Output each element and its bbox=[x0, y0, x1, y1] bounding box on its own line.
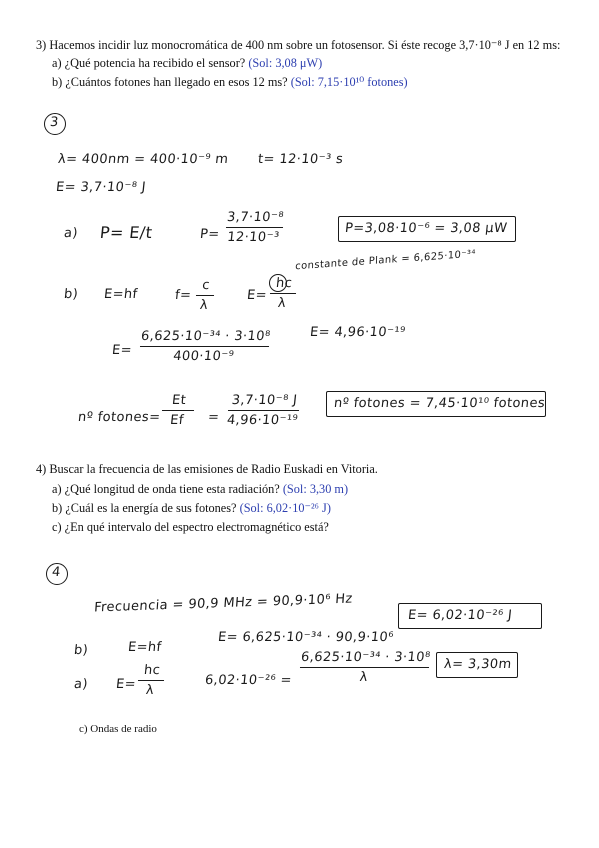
q3-a-numerator: 3,7·10⁻⁸ bbox=[226, 210, 285, 225]
h-circle bbox=[269, 274, 287, 292]
q4-b-text: b) ¿Cuál es la energía de sus fotones? bbox=[52, 501, 237, 515]
q4-title: 4) Buscar la frecuencia de las emisiones de Radio Euskadi en Vitoria. bbox=[36, 462, 378, 476]
q4-a-numerator: hc bbox=[143, 663, 161, 678]
q3-b-e2-numerator: hc bbox=[275, 276, 293, 291]
q3-e-numerator: 6,625·10⁻³⁴ · 3·10⁸ bbox=[140, 329, 272, 344]
fraction-bar bbox=[196, 295, 214, 296]
q4-b-formula: E=hf bbox=[127, 640, 163, 655]
q3-n-denominator-2: 4,96·10⁻¹⁹ bbox=[226, 413, 299, 428]
q3-e-denominator: 400·10⁻⁹ bbox=[172, 349, 235, 364]
q3-n-result: nº fotones = 7,45·10¹⁰ fotones bbox=[333, 396, 546, 411]
fraction-bar bbox=[270, 293, 296, 294]
q3-n-numerator: Et bbox=[171, 393, 187, 408]
q4-work-label: 4 bbox=[51, 565, 62, 580]
q3-work-label: 3 bbox=[49, 115, 60, 130]
q3-n-denominator: Ef bbox=[169, 413, 185, 428]
q3-b-e2-denominator: λ bbox=[277, 296, 287, 311]
q4-item-a bbox=[52, 482, 348, 497]
q3-lambda: λ= 400nm = 400·10⁻⁹ m bbox=[57, 152, 230, 167]
q4-a-lhs: 6,02·10⁻²⁶ = bbox=[204, 673, 293, 688]
q4-b-result: E= 6,02·10⁻²⁶ J bbox=[407, 608, 513, 623]
q3-planck-note: constante de Plank = 6,625·10⁻³⁴ bbox=[295, 248, 476, 273]
q3-b-solution: (Sol: 7,15·10¹⁰ fotones) bbox=[290, 75, 408, 89]
q3-b-e2: E= bbox=[246, 288, 268, 303]
q3-n-eq: = bbox=[207, 410, 221, 425]
q3-a-p: P= bbox=[199, 227, 221, 242]
fraction-bar bbox=[300, 667, 429, 668]
q3-n-label: nº fotones= bbox=[77, 410, 162, 425]
q3-e-result: E= 4,96·10⁻¹⁹ bbox=[309, 325, 407, 340]
q4-a-e: E= bbox=[115, 677, 137, 692]
q4-b-label: b) bbox=[73, 643, 89, 658]
q3-item-b bbox=[52, 75, 408, 90]
q3-title: 3) Hacemos incidir luz monocromática de 400 nm sobre un fotosensor. Si éste recoge 3,7·10⁻⁸ J en 12 ms: bbox=[36, 38, 561, 52]
q3-a-text: a) ¿Qué potencia ha recibido el sensor? bbox=[52, 56, 246, 70]
fraction-bar bbox=[162, 410, 194, 411]
q3-e-fraction bbox=[138, 329, 271, 364]
q4-b-calc: E= 6,625·10⁻³⁴ · 90,9·10⁶ bbox=[217, 630, 395, 645]
fraction-bar bbox=[228, 410, 299, 411]
q3-a-fraction bbox=[224, 210, 284, 245]
q3-a-formula: P= E/t bbox=[99, 223, 154, 242]
q4-a-denominator: λ bbox=[145, 683, 155, 698]
q3-time: t= 12·10⁻³ s bbox=[257, 152, 344, 167]
q3-b-planck-formula: E=hf bbox=[103, 287, 139, 302]
q3-b-f-fraction bbox=[194, 278, 216, 313]
q4-a-denominator-2: λ bbox=[358, 670, 369, 685]
q3-a-solution: (Sol: 3,08 μW) bbox=[248, 56, 323, 70]
q3-a-denominator: 12·10⁻³ bbox=[226, 230, 281, 245]
q3-b-f: f= bbox=[174, 288, 193, 303]
q3-item-a bbox=[52, 56, 322, 71]
q3-b-text: b) ¿Cuántos fotones han llegado en esos 12 ms? bbox=[52, 75, 288, 89]
q3-a-result: P=3,08·10⁻⁶ = 3,08 μW bbox=[344, 221, 508, 236]
q4-a-fraction-2 bbox=[298, 650, 431, 685]
q3-e-label: E= bbox=[111, 343, 133, 358]
q4-b-solution: (Sol: 6,02·10⁻²⁶ J) bbox=[239, 501, 331, 515]
q4-a-result: λ= 3,30m bbox=[443, 657, 513, 672]
fraction-bar bbox=[140, 346, 269, 347]
q4-a-solution: (Sol: 3,30 m) bbox=[282, 482, 349, 496]
fraction-bar bbox=[226, 227, 283, 228]
q3-n-numerator-2: 3,7·10⁻⁸ J bbox=[231, 393, 298, 408]
q4-item-b bbox=[52, 501, 331, 516]
q3-energy: E= 3,7·10⁻⁸ J bbox=[55, 180, 147, 195]
q4-a-numerator-2: 6,625·10⁻³⁴ · 3·10⁸ bbox=[300, 650, 432, 665]
q3-n-fraction bbox=[160, 393, 196, 428]
q4-c-answer: c) Ondas de radio bbox=[79, 723, 157, 735]
q4-a-fraction bbox=[136, 663, 166, 698]
q4-item-c: c) ¿En qué intervalo del espectro electromagnético está? bbox=[52, 520, 329, 534]
q3-b-label: b) bbox=[63, 287, 79, 302]
q3-n-fraction-2 bbox=[226, 393, 301, 428]
q4-frequency: Frecuencia = 90,9 MHz = 90,9·10⁶ Hz bbox=[93, 591, 354, 616]
q4-a-text: a) ¿Qué longitud de onda tiene esta radiación? bbox=[52, 482, 280, 496]
q3-a-label: a) bbox=[63, 226, 79, 241]
fraction-bar bbox=[138, 680, 164, 681]
q4-a-label: a) bbox=[73, 677, 89, 692]
q3-b-f-numerator: c bbox=[201, 278, 211, 293]
q3-b-f-denominator: λ bbox=[199, 298, 209, 313]
